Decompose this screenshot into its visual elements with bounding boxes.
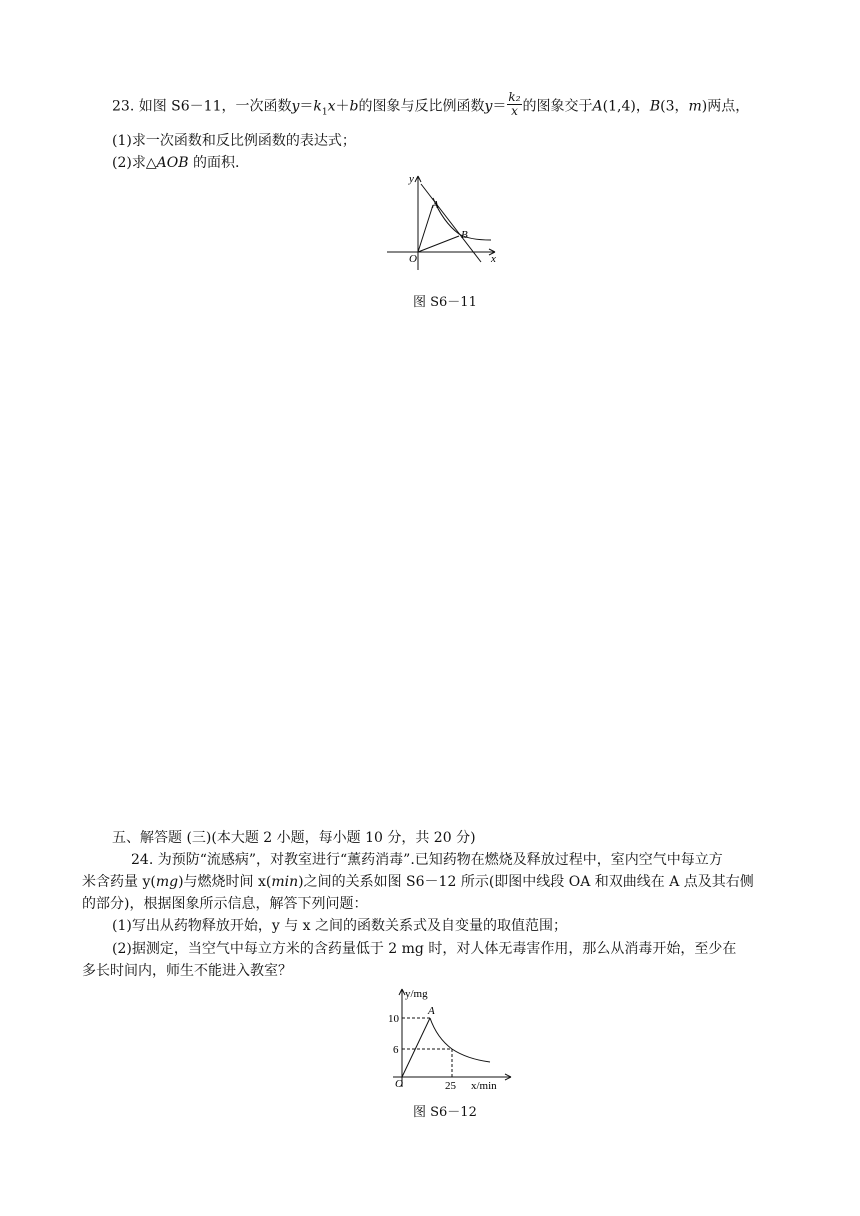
hyperbola-curve: [430, 1018, 490, 1062]
tick-6: 6: [393, 1044, 399, 1056]
label-y: y: [409, 173, 414, 185]
segment-oa: [418, 205, 433, 252]
segment-oa: [402, 1018, 430, 1077]
q23-statement-line1: 23. 如图 S6－11，一次函数$y=k_1x+b$的图象与反比例函数y＝ $\frac{\text{k₂}}{x}$ 的图象交于A(1,4)，B(3，m)两点，: [112, 90, 750, 118]
q24-subquestion-2-line2: 多长时间内，师生不能进入教室？: [82, 963, 292, 979]
figure-caption-s6-11: 图 S6－11: [413, 295, 477, 310]
q24-subquestion-2-line1: (2)据测定，当空气中每立方米的含药量低于 2 mg 时，对人体无毒害作用，那么从消毒开始，至少在: [112, 941, 737, 957]
q24-statement-line3: 的部分)，根据图象所示信息，解答下列问题：: [82, 896, 368, 912]
linear-function-line: [421, 184, 481, 262]
segment-ob: [418, 236, 459, 252]
question-number: 23.: [112, 98, 135, 115]
label-a: A: [428, 1005, 435, 1017]
figure-s6-12: [385, 983, 515, 1093]
figure-caption-s6-12: 图 S6－12: [413, 1105, 477, 1120]
x-axis-label: x/min: [471, 1080, 497, 1092]
section-heading: 五、解答题 (三)(本大题 2 小题，每小题 10 分，共 20 分): [112, 830, 476, 846]
label-x: x: [491, 253, 496, 265]
fraction-k2-over-x: $\frac{\text{k₂}}{x}$: [508, 90, 521, 118]
q23-subquestion-1: (1)求一次函数和反比例函数的表达式；: [112, 133, 356, 149]
tick-10: 10: [388, 1013, 399, 1025]
q23-subquestion-2: (2)求△AOB 的面积.: [112, 155, 240, 171]
label-b: B: [461, 229, 468, 241]
label-o: O: [395, 1078, 403, 1090]
q24-subquestion-1: (1)写出从药物释放开始，y 与 x 之间的函数关系式及自变量的取值范围；: [112, 918, 567, 934]
q24-statement-line1: 24. 为预防“流感病”，对教室进行“薰药消毒”.已知药物在燃烧及释放过程中，室内空气中每立方: [131, 852, 723, 868]
label-a: A: [432, 199, 439, 211]
tick-25: 25: [445, 1080, 456, 1092]
label-o: O: [409, 253, 417, 265]
q24-statement-line2: 米含药量 y(mg)与燃烧时间 x(min)之间的关系如图 S6－12 所示(即图中线段 OA 和双曲线在 A 点及其右侧: [82, 874, 754, 890]
figure-s6-11: [385, 170, 505, 270]
y-axis-label: y/mg: [405, 988, 428, 1000]
